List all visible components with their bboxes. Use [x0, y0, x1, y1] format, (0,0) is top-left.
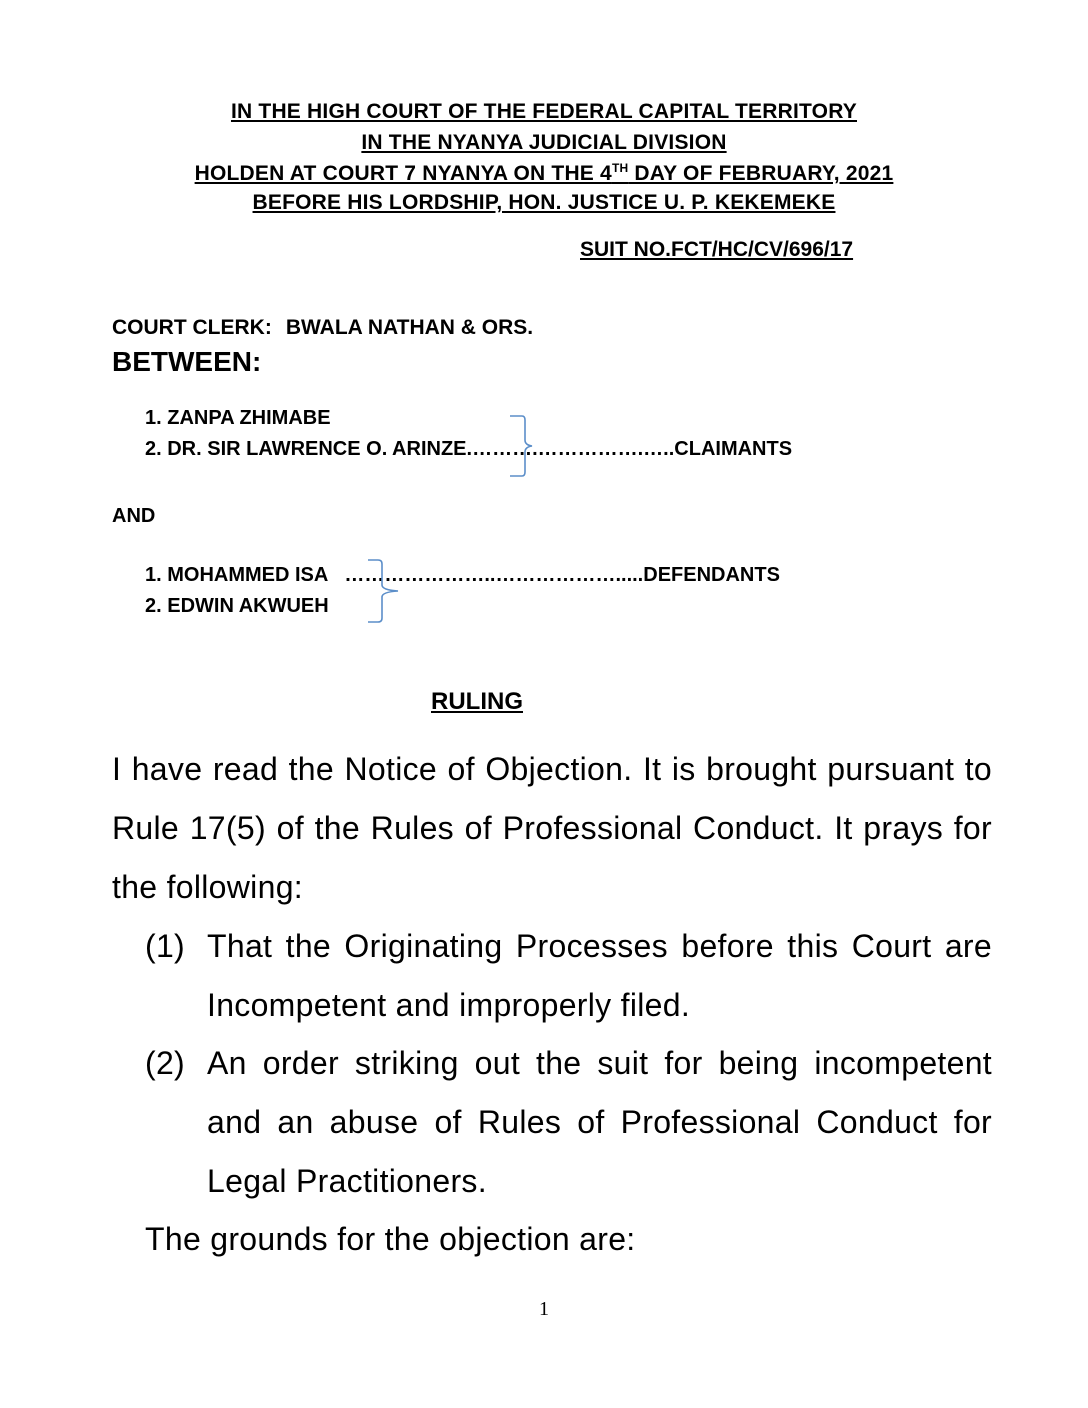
holden-at-date: DAY OF FEBRUARY, 2021	[628, 162, 894, 185]
holden-at-line	[0, 162, 1088, 186]
holden-at-text: HOLDEN AT COURT 7 NYANYA ON THE 4	[194, 162, 612, 185]
prayer-item-2	[145, 1034, 992, 1211]
defendant-1: 1. MOHAMMED ISA	[145, 564, 329, 586]
court-clerk-line	[112, 316, 533, 340]
ruling-heading: RULING	[431, 688, 523, 715]
prayer-text: That the Originating Processes before this Court are Incompetent and improperly filed.	[207, 928, 992, 1023]
claimants-role: CLAIMANTS	[674, 438, 793, 460]
defendants-leader-dots: …………………..……………….....	[344, 564, 644, 586]
suit-number: SUIT NO.FCT/HC/CV/696/17	[580, 238, 854, 261]
grounds-intro: The grounds for the objection are:	[145, 1221, 636, 1257]
claimants-brace-icon	[506, 414, 536, 478]
ordinal-suffix: TH	[611, 161, 629, 175]
judicial-division: IN THE NYANYA JUDICIAL DIVISION	[361, 131, 727, 154]
defendant-1-line	[145, 564, 780, 587]
court-clerk-label: COURT CLERK:	[112, 316, 272, 339]
prayer-number: (2)	[145, 1045, 186, 1081]
claimant-2-line	[145, 438, 792, 461]
and-label: AND	[112, 505, 156, 527]
between-label: BETWEEN:	[112, 346, 262, 377]
court-title: IN THE HIGH COURT OF THE FEDERAL CAPITAL TERRITORY	[230, 100, 857, 123]
prayer-number: (1)	[145, 928, 186, 964]
claimant-1: 1. ZANPA ZHIMABE	[145, 407, 331, 429]
defendants-role: DEFENDANTS	[643, 564, 780, 586]
claimant-2: 2. DR. SIR LAWRENCE O. ARINZE.	[145, 438, 473, 460]
presiding-judge: BEFORE HIS LORDSHIP, HON. JUSTICE U. P. KEKEMEKE	[252, 191, 836, 214]
defendant-2: 2. EDWIN AKWUEH	[145, 595, 329, 617]
page-number: 1	[539, 1298, 549, 1320]
prayer-text: An order striking out the suit for being incompetent and an abuse of Rules of Professional Conduct for Legal Practitioners.	[207, 1045, 992, 1199]
claimants-leader-dots: ……….…………….…..	[472, 438, 675, 460]
court-clerk-name: BWALA NATHAN & ORS.	[285, 316, 534, 339]
prayer-item-1	[145, 917, 992, 1035]
defendants-brace-icon	[364, 558, 404, 624]
intro-paragraph: I have read the Notice of Objection. It is brought pursuant to Rule 17(5) of the Rules of Professional Conduct. It prays for the following:	[112, 751, 992, 905]
